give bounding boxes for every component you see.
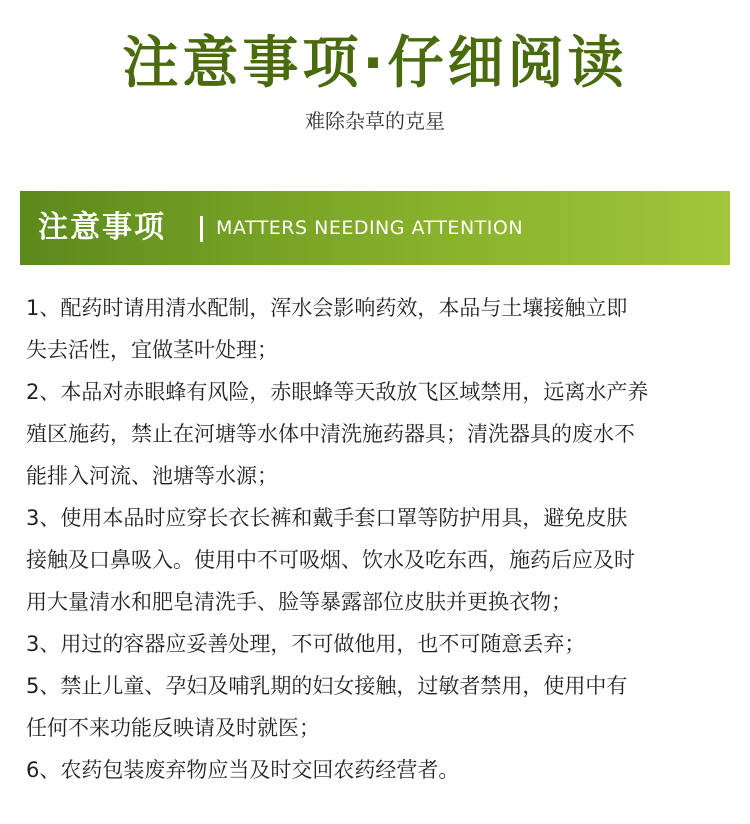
notice-line: 用大量清水和肥皂清洗手、脸等暴露部位皮肤并更换衣物； — [26, 590, 572, 614]
page-title: 注意事项·仔细阅读 — [122, 31, 628, 96]
notice-line: 5、禁止儿童、孕妇及哺乳期的妇女接触，过敏者禁用，使用中有 — [26, 674, 628, 698]
banner-title: 注意事项 — [38, 210, 166, 245]
notice-line: 殖区施药，禁止在河塘等水体中清洗施药器具；清洗器具的废水不 — [26, 422, 635, 446]
notice-line: 1、配药时请用清水配制，浑水会影响药效，本品与土壤接触立即 — [26, 296, 628, 320]
notice-line: 3、使用本品时应穿长衣长裤和戴手套口罩等防护用具，避免皮肤 — [26, 506, 628, 530]
notice-line: 能排入河流、池塘等水源； — [26, 464, 278, 488]
page-subtitle: 难除杂草的克星 — [305, 109, 445, 133]
banner-divider — [200, 216, 203, 242]
notice-line: 任何不来功能反映请及时就医； — [26, 716, 320, 740]
notice-line: 3、用过的容器应妥善处理，不可做他用，也不可随意丢弃； — [26, 632, 586, 656]
notice-line: 6、农药包装废弃物应当及时交回农药经营者。 — [26, 758, 460, 782]
banner-subtitle: MATTERS NEEDING ATTENTION — [216, 217, 524, 239]
notice-line: 2、本品对赤眼蜂有风险，赤眼蜂等天敌放飞区域禁用，远离水产养 — [26, 380, 649, 404]
section-banner — [20, 191, 730, 265]
notice-line: 失去活性，宜做茎叶处理； — [26, 338, 278, 362]
notice-list — [26, 287, 726, 791]
notice-line: 接触及口鼻吸入。使用中不可吸烟、饮水及吃东西，施药后应及时 — [26, 548, 635, 572]
